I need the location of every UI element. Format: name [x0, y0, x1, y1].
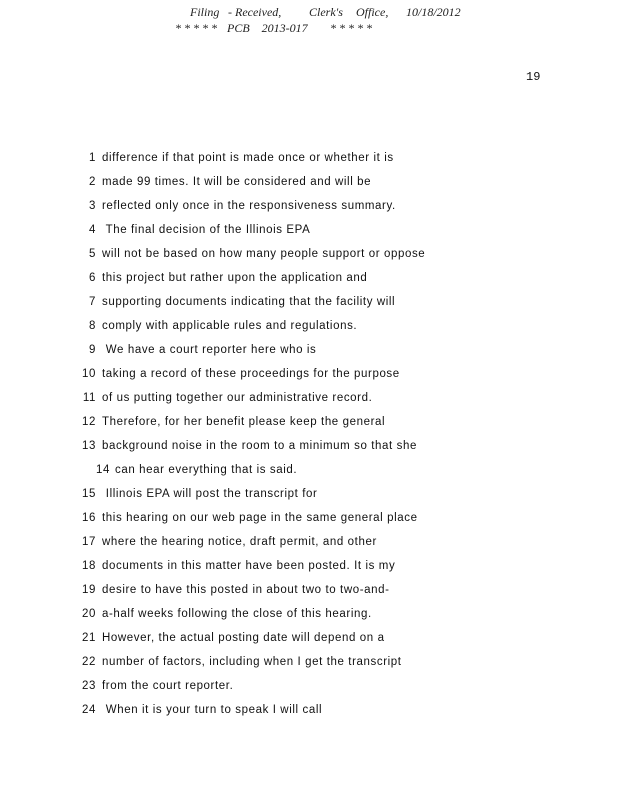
line-text: can hear everything that is said. — [115, 464, 298, 476]
stamp-stars-right: * * * * * — [330, 21, 372, 35]
line-text: where the hearing notice, draft permit, and other — [102, 536, 377, 548]
line-text: number of factors, including when I get the transcript — [102, 656, 402, 668]
line-number: 3 — [89, 200, 96, 212]
line-number: 15 — [82, 488, 96, 500]
line-number: 11 — [82, 392, 96, 404]
line-number: 22 — [82, 656, 96, 668]
line-text: However, the actual posting date will depend on a — [102, 632, 385, 644]
stamp-received: - Received, — [228, 5, 282, 19]
filing-stamp-line-1 — [0, 5, 618, 21]
stamp-office: Office, — [356, 5, 389, 19]
line-number: 18 — [82, 560, 96, 572]
stamp-filing: Filing — [190, 5, 220, 19]
line-number: 7 — [89, 296, 96, 308]
line-number: 20 — [82, 608, 96, 620]
line-number: 16 — [82, 512, 96, 524]
line-text: comply with applicable rules and regulations. — [102, 320, 358, 332]
line-text: reflected only once in the responsiveness summary. — [102, 200, 396, 212]
line-number: 14 — [96, 464, 110, 476]
line-text: supporting documents indicating that the facility will — [102, 296, 396, 308]
line-text: documents in this matter have been posted. It is my — [102, 560, 396, 572]
line-number: 1 — [89, 152, 96, 164]
line-number: 10 — [82, 368, 96, 380]
line-number: 23 — [82, 680, 96, 692]
stamp-date: 10/18/2012 — [406, 5, 461, 19]
line-text: desire to have this posted in about two to two-and- — [102, 584, 390, 596]
line-text: Illinois EPA will post the transcript for — [102, 488, 318, 500]
line-text: The final decision of the Illinois EPA — [102, 224, 311, 236]
line-text: of us putting together our administrative record. — [102, 392, 373, 404]
line-number: 12 — [82, 416, 96, 428]
line-number: 13 — [82, 440, 96, 452]
line-number: 24 — [82, 704, 96, 716]
line-number: 4 — [89, 224, 96, 236]
line-text: We have a court reporter here who is — [102, 344, 317, 356]
line-number: 9 — [89, 344, 96, 356]
page-number: 19 — [526, 70, 541, 84]
line-number: 6 — [89, 272, 96, 284]
line-text: When it is your turn to speak I will call — [102, 704, 323, 716]
stamp-case: PCB 2013-017 — [227, 21, 308, 35]
stamp-clerk: Clerk's — [309, 5, 343, 19]
line-text: this hearing on our web page in the same general place — [102, 512, 418, 524]
filing-stamp-line-2 — [0, 21, 618, 37]
line-number: 17 — [82, 536, 96, 548]
line-text: Therefore, for her benefit please keep the general — [102, 416, 386, 428]
line-text: taking a record of these proceedings for the purpose — [102, 368, 400, 380]
line-text: will not be based on how many people support or oppose — [102, 248, 426, 260]
line-text: background noise in the room to a minimum so that she — [102, 440, 417, 452]
stamp-stars-left: * * * * * — [175, 21, 217, 35]
line-number: 5 — [89, 248, 96, 260]
line-number: 21 — [82, 632, 96, 644]
line-text: made 99 times. It will be considered and will be — [102, 176, 372, 188]
line-text: this project but rather upon the application and — [102, 272, 368, 284]
line-number: 2 — [89, 176, 96, 188]
line-number: 8 — [89, 320, 96, 332]
line-text: a-half weeks following the close of this hearing. — [102, 608, 372, 620]
line-text: from the court reporter. — [102, 680, 234, 692]
line-text: difference if that point is made once or whether it is — [102, 152, 394, 164]
line-number: 19 — [82, 584, 96, 596]
